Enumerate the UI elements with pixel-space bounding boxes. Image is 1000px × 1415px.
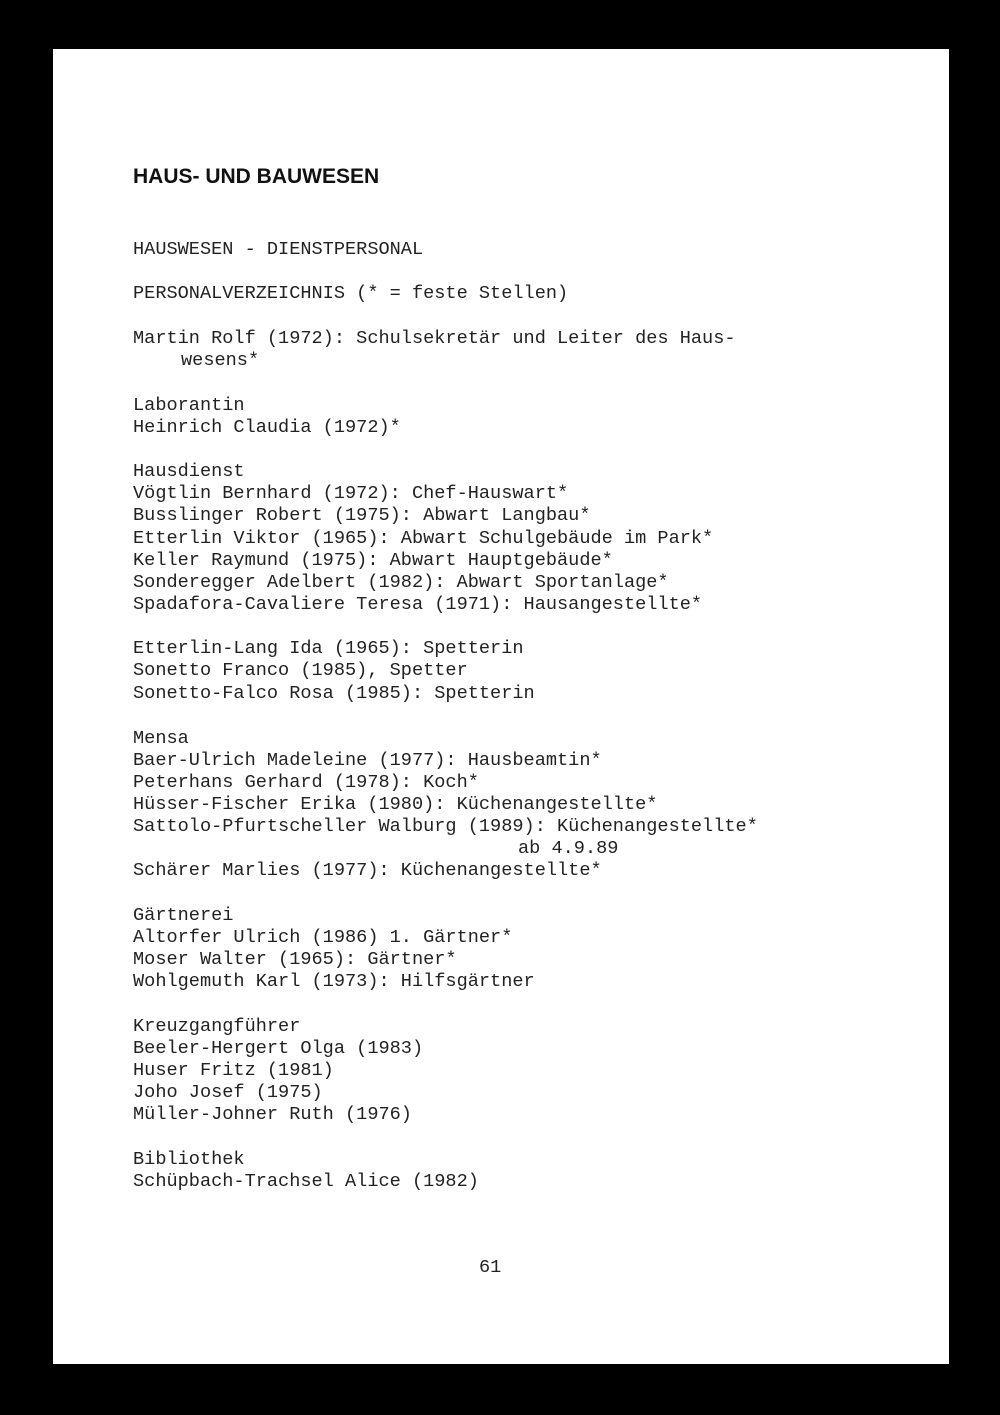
list-item: Peterhans Gerhard (1978): Koch* bbox=[133, 772, 479, 793]
section-heading-laborantin: Laborantin bbox=[133, 395, 245, 416]
section-heading-hausdienst: Hausdienst bbox=[133, 461, 245, 482]
list-item-note: ab 4.9.89 bbox=[518, 838, 619, 859]
legend-line: PERSONALVERZEICHNIS (* = feste Stellen) bbox=[133, 283, 569, 304]
document-page bbox=[53, 49, 949, 1364]
head-entry-line2: wesens* bbox=[181, 350, 260, 371]
list-item: Beeler-Hergert Olga (1983) bbox=[133, 1038, 424, 1059]
list-item: Vögtlin Bernhard (1972): Chef-Hauswart* bbox=[133, 483, 569, 504]
list-item: Sonderegger Adelbert (1982): Abwart Sportanlage* bbox=[133, 572, 669, 593]
list-item: Etterlin Viktor (1965): Abwart Schulgebäude im Park* bbox=[133, 528, 714, 549]
list-item: Keller Raymund (1975): Abwart Hauptgebäude* bbox=[133, 550, 613, 571]
list-item: Joho Josef (1975) bbox=[133, 1082, 323, 1103]
section-subtitle: HAUSWESEN - DIENSTPERSONAL bbox=[133, 239, 424, 260]
list-item: Hüsser-Fischer Erika (1980): Küchenangestellte* bbox=[133, 794, 658, 815]
list-item: Schärer Marlies (1977): Küchenangestellte* bbox=[133, 860, 602, 881]
section-heading-bibliothek: Bibliothek bbox=[133, 1149, 245, 1170]
list-item: Schüpbach-Trachsel Alice (1982) bbox=[133, 1171, 479, 1192]
section-heading-mensa: Mensa bbox=[133, 728, 189, 749]
head-entry-line1: Martin Rolf (1972): Schulsekretär und Leiter des Haus- bbox=[133, 328, 736, 349]
list-item: Busslinger Robert (1975): Abwart Langbau* bbox=[133, 505, 591, 526]
list-item: Sattolo-Pfurtscheller Walburg (1989): Küchenangestellte* bbox=[133, 816, 758, 837]
list-item: Altorfer Ulrich (1986) 1. Gärtner* bbox=[133, 927, 513, 948]
list-item: Müller-Johner Ruth (1976) bbox=[133, 1104, 412, 1125]
page-number: 61 bbox=[479, 1257, 502, 1278]
list-item: Etterlin-Lang Ida (1965): Spetterin bbox=[133, 638, 524, 659]
list-item: Wohlgemuth Karl (1973): Hilfsgärtner bbox=[133, 971, 535, 992]
list-item: Spadafora-Cavaliere Teresa (1971): Hausangestellte* bbox=[133, 594, 703, 615]
list-item: Huser Fritz (1981) bbox=[133, 1060, 334, 1081]
list-item: Moser Walter (1965): Gärtner* bbox=[133, 949, 457, 970]
list-item: Baer-Ulrich Madeleine (1977): Hausbeamtin* bbox=[133, 750, 602, 771]
section-heading-kreuzgang: Kreuzgangführer bbox=[133, 1016, 301, 1037]
list-item: Heinrich Claudia (1972)* bbox=[133, 417, 401, 438]
page-title: HAUS- UND BAUWESEN bbox=[133, 165, 380, 188]
section-heading-gaertnerei: Gärtnerei bbox=[133, 905, 234, 926]
list-item: Sonetto-Falco Rosa (1985): Spetterin bbox=[133, 683, 535, 704]
list-item: Sonetto Franco (1985), Spetter bbox=[133, 660, 468, 681]
